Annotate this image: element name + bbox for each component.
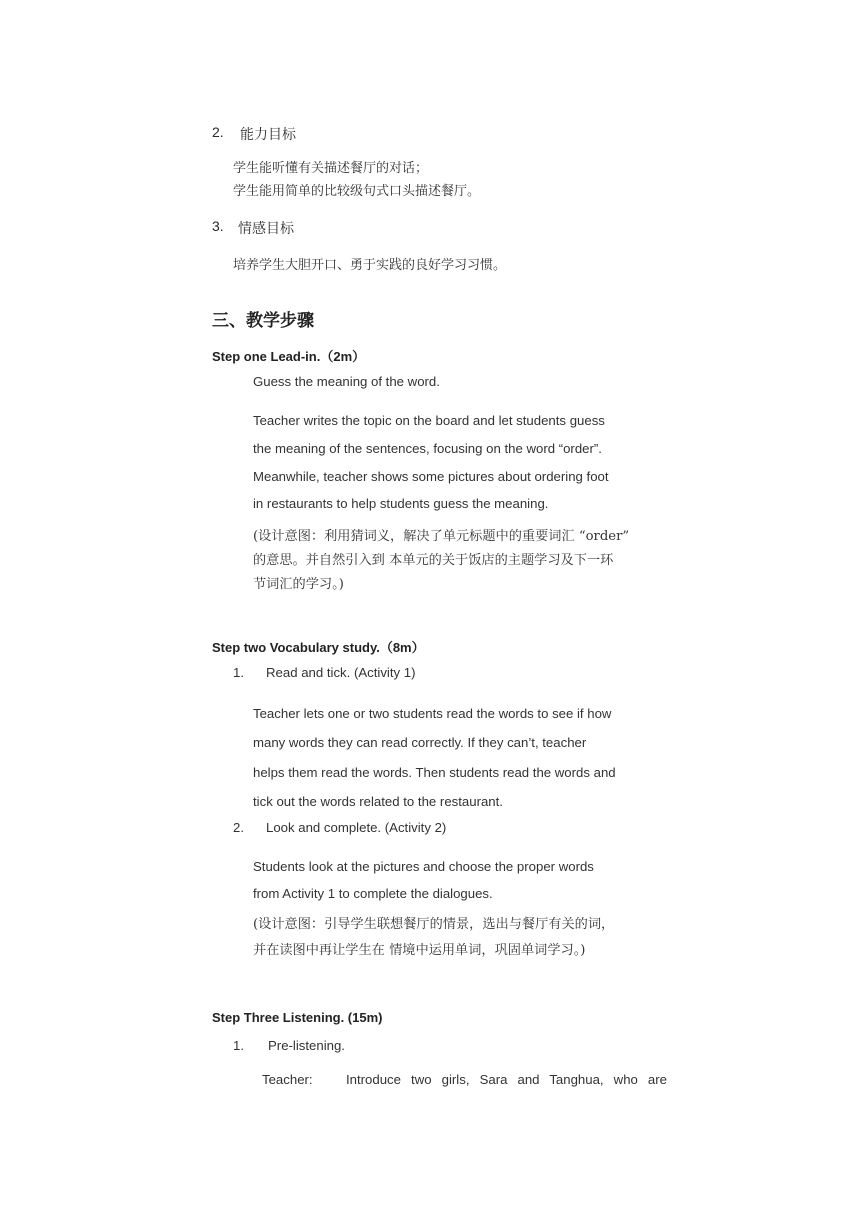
section-2-line-2: 学生能用简单的比较级句式口头描述餐厅。 xyxy=(233,184,481,199)
step-one-title: Step one Lead-in.（2m） xyxy=(212,349,366,364)
step-three-teacher-text: Introduce two girls, Sara and Tanghua, who are xyxy=(346,1072,667,1087)
section-2-line-1: 学生能听懂有关描述餐厅的对话； xyxy=(233,161,429,176)
step-two-item-2-line-1: Students look at the pictures and choose the proper words xyxy=(253,859,594,874)
step-two-item-1-line-4: tick out the words related to the restaurant. xyxy=(253,793,503,809)
step-two-item-1-number: 1. xyxy=(233,665,244,680)
step-one-para-line-1: Teacher writes the topic on the board and let students guess xyxy=(253,413,605,428)
section-2-number: 2. xyxy=(212,124,224,140)
step-one-guess: Guess the meaning of the word. xyxy=(253,374,440,389)
step-two-item-2-number: 2. xyxy=(233,820,244,835)
section-3-line: 培养学生大胆开口、勇于实践的良好学习习惯。 xyxy=(233,258,507,273)
step-one-note xyxy=(253,525,667,597)
step-two-item-1-paragraph xyxy=(253,699,667,816)
step-two-note-line-1: (设计意图：引导学生联想餐厅的情景，选出与餐厅有关的词， xyxy=(253,917,615,932)
step-one-note-line-3: 节词汇的学习。) xyxy=(253,577,344,592)
step-three-item-number: 1. xyxy=(233,1038,244,1053)
step-two-item-2-line-2: from Activity 1 to complete the dialogues. xyxy=(253,886,493,901)
section-3-number: 3. xyxy=(212,218,224,234)
step-one-note-line-2: 的意思。并自然引入到 本单元的关于饭店的主题学习及下一环 xyxy=(253,553,614,568)
step-two-title: Step two Vocabulary study.（8m） xyxy=(212,640,425,655)
step-one-paragraph xyxy=(253,407,667,518)
section-2-title: 能力目标 xyxy=(240,127,296,143)
step-one-para-line-3: Meanwhile, teacher shows some pictures about ordering foot xyxy=(253,468,609,484)
step-two-item-1-line-3: helps them read the words. Then students read the words and xyxy=(253,764,616,780)
step-two-note xyxy=(253,912,667,964)
step-one-para-line-2: the meaning of the sentences, focusing on the word “order”. xyxy=(253,440,602,456)
step-three-teacher-label: Teacher: xyxy=(262,1072,313,1087)
main-heading: 三、教学步骤 xyxy=(212,311,314,331)
step-two-item-2-label: Look and complete. (Activity 2) xyxy=(266,820,447,835)
step-two-item-1-line-1: Teacher lets one or two students read the words to see if how xyxy=(253,706,612,721)
step-two-note-line-2: 并在读图中再让学生在 情境中运用单词，巩固单词学习。) xyxy=(253,943,586,958)
step-three-title: Step Three Listening. (15m) xyxy=(212,1010,383,1025)
step-two-item-2-paragraph xyxy=(253,853,667,907)
step-two-item-1-line-2: many words they can read correctly. If they can’t, teacher xyxy=(253,735,587,751)
step-three-item-label: Pre-listening. xyxy=(268,1038,345,1053)
step-one-note-line-1: (设计意图：利用猜词义，解决了单元标题中的重要词汇 “order” xyxy=(253,529,630,544)
step-two-item-1-label: Read and tick. (Activity 1) xyxy=(266,665,416,680)
step-one-para-line-4: in restaurants to help students guess the meaning. xyxy=(253,496,549,512)
section-3-title: 情感目标 xyxy=(238,221,294,237)
